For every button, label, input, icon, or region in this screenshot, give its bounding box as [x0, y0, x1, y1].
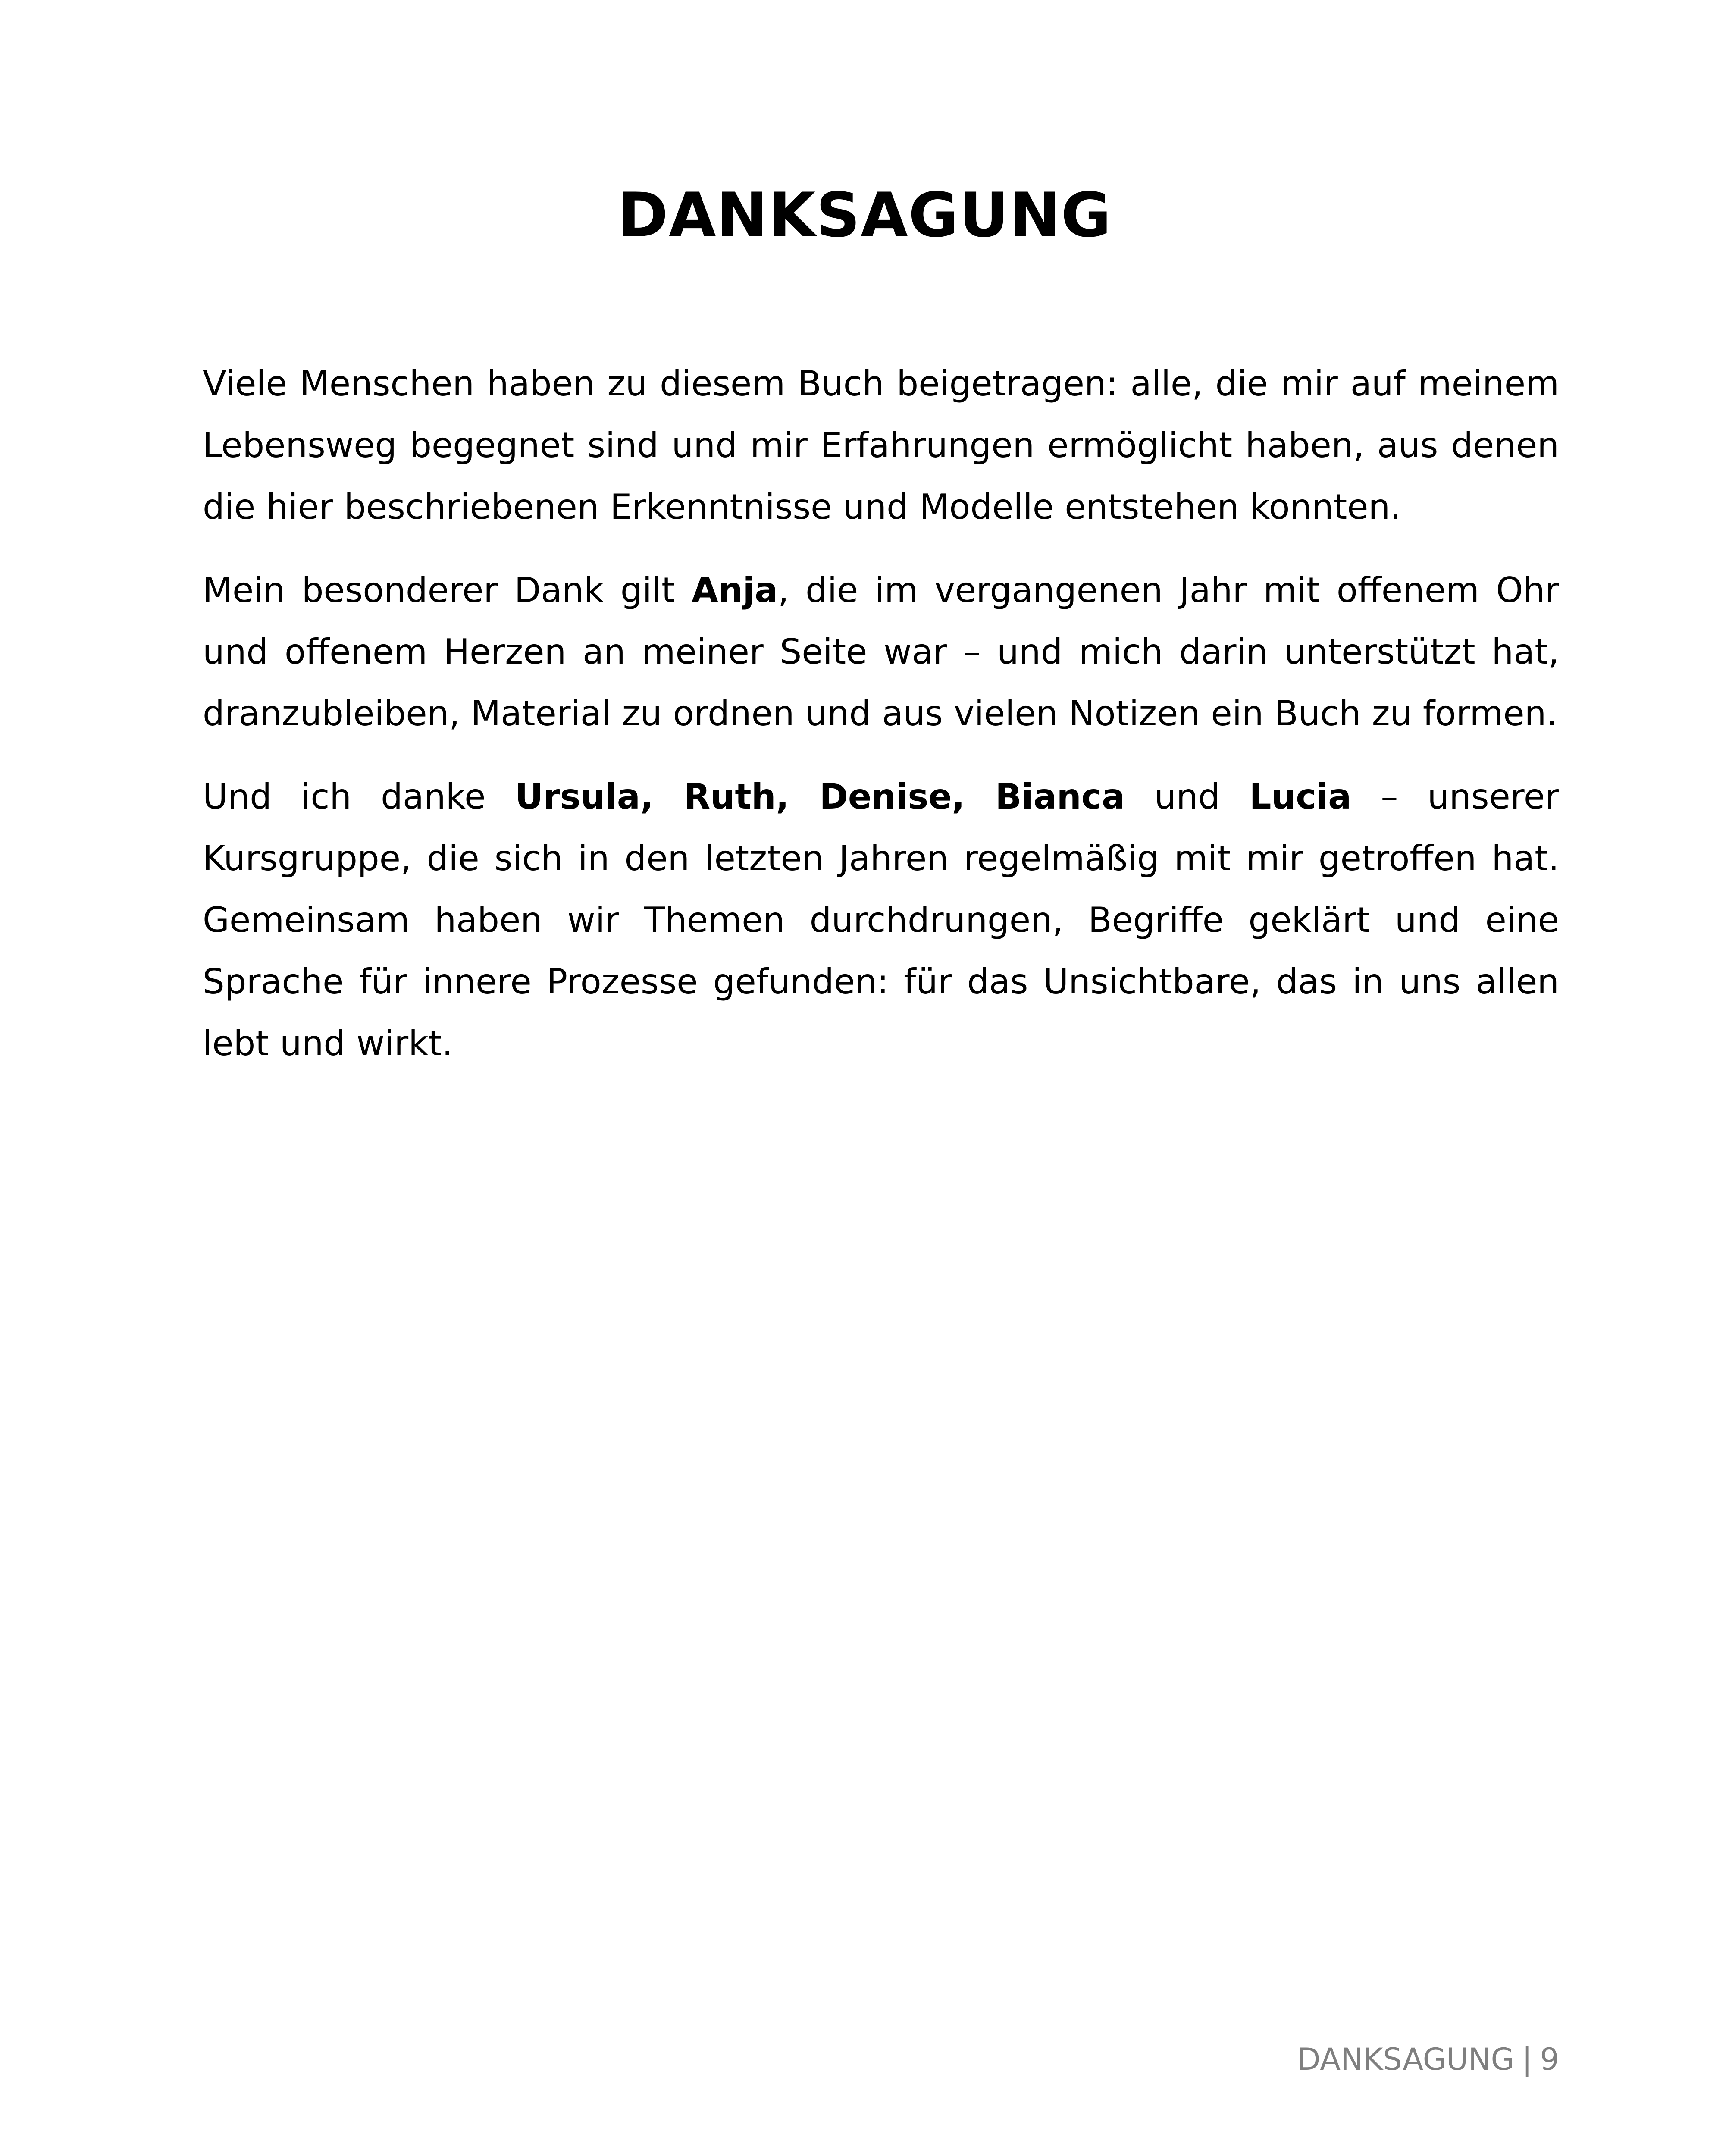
paragraph-3-conjunction: und [1125, 777, 1250, 817]
paragraph-1-text: Viele Menschen haben zu diesem Buch beigetragen: alle, die mir auf meinem Lebensweg begegnet sind und mir Erfahrungen ermöglicht haben, aus denen die hier beschriebenen Erkenntnisse und Modelle entstehen konnten. [203, 364, 1559, 527]
footer-section-title: DANKSAGUNG [1297, 2042, 1514, 2077]
names-group: Ursula, Ruth, Denise, Bianca [515, 777, 1125, 817]
name-anja: Anja [691, 570, 778, 610]
body-text [203, 353, 1559, 1096]
paragraph-3-rest: – unserer Kursgruppe, die sich in den letzten Jahren regelmäßig mit mir getroffen hat. Gemeinsam haben wir Themen durchdrungen, Begriffe geklärt und eine Sprache für innere Prozesse gefunden: für das Unsichtbare, das in uns allen lebt und wirkt. [203, 777, 1559, 1063]
paragraph-3 [203, 766, 1559, 1074]
paragraph-2 [203, 559, 1559, 744]
paragraph-2-rest: , die im vergangenen Jahr mit offenem Ohr und offenem Herzen an meiner Seite war – und mich darin unterstützt hat, dranzubleiben, Material zu ordnen und aus vielen Notizen ein Buch zu formen. [203, 570, 1560, 733]
page-number: 9 [1540, 2042, 1559, 2077]
name-lucia: Lucia [1249, 777, 1352, 817]
paragraph-2-intro: Mein besonderer Dank gilt [203, 570, 692, 610]
page-title: DANKSAGUNG [617, 180, 1112, 251]
page-footer [1297, 2038, 1559, 2081]
paragraph-3-intro: Und ich danke [203, 777, 515, 817]
footer-separator: | [1522, 2042, 1532, 2077]
paragraph-1 [203, 353, 1559, 538]
